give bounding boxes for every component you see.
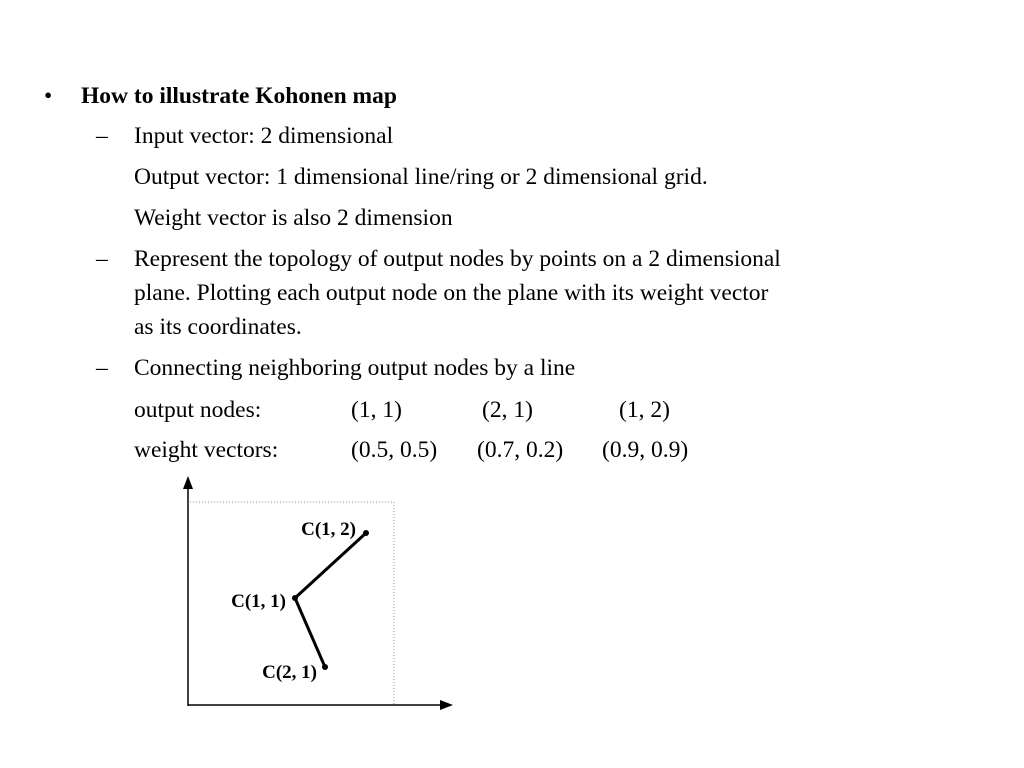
weight-vectors-label: weight vectors: [134,437,279,463]
weight-vector-value: (0.9, 0.9) [602,437,689,463]
edges [295,533,366,667]
node-point [363,530,369,536]
x-axis-arrow-icon [440,700,453,710]
y-axis-arrow-icon [183,476,193,489]
output-node-value: (2, 1) [482,397,533,423]
axes [183,476,453,710]
weight-vector-value: (0.7, 0.2) [477,437,564,463]
represent-text-line1: Represent the topology of output nodes by points on a 2 dimensional [134,246,781,272]
node-label: C(1, 1) [231,591,286,612]
input-vector-text: Input vector: 2 dimensional [134,123,394,149]
represent-text-line3: as its coordinates. [134,314,302,340]
represent-text-line2: plane. Plotting each output node on the plane with its weight vector [134,280,769,306]
node-point [292,595,298,601]
output-node-value: (1, 2) [619,397,670,423]
connecting-text: Connecting neighboring output nodes by a line [134,355,576,381]
weight-vector-text: Weight vector is also 2 dimension [134,205,453,231]
node-label: C(2, 1) [262,662,317,683]
neighbor-edge [295,533,366,598]
output-node-value: (1, 1) [351,397,402,423]
node-label: C(1, 2) [301,519,356,540]
dash-bullet: – [96,246,108,272]
node-point [322,664,328,670]
heading-bullet: • [44,83,53,109]
output-nodes-label: output nodes: [134,397,262,423]
dash-bullet: – [96,355,108,381]
dash-bullet: – [96,123,108,149]
output-vector-text: Output vector: 1 dimensional line/ring or 2 dimensional grid. [134,164,708,190]
neighbor-edge [295,598,325,667]
slide-heading: How to illustrate Kohonen map [81,83,397,109]
nodes [231,519,369,683]
weight-vector-value: (0.5, 0.5) [351,437,438,463]
